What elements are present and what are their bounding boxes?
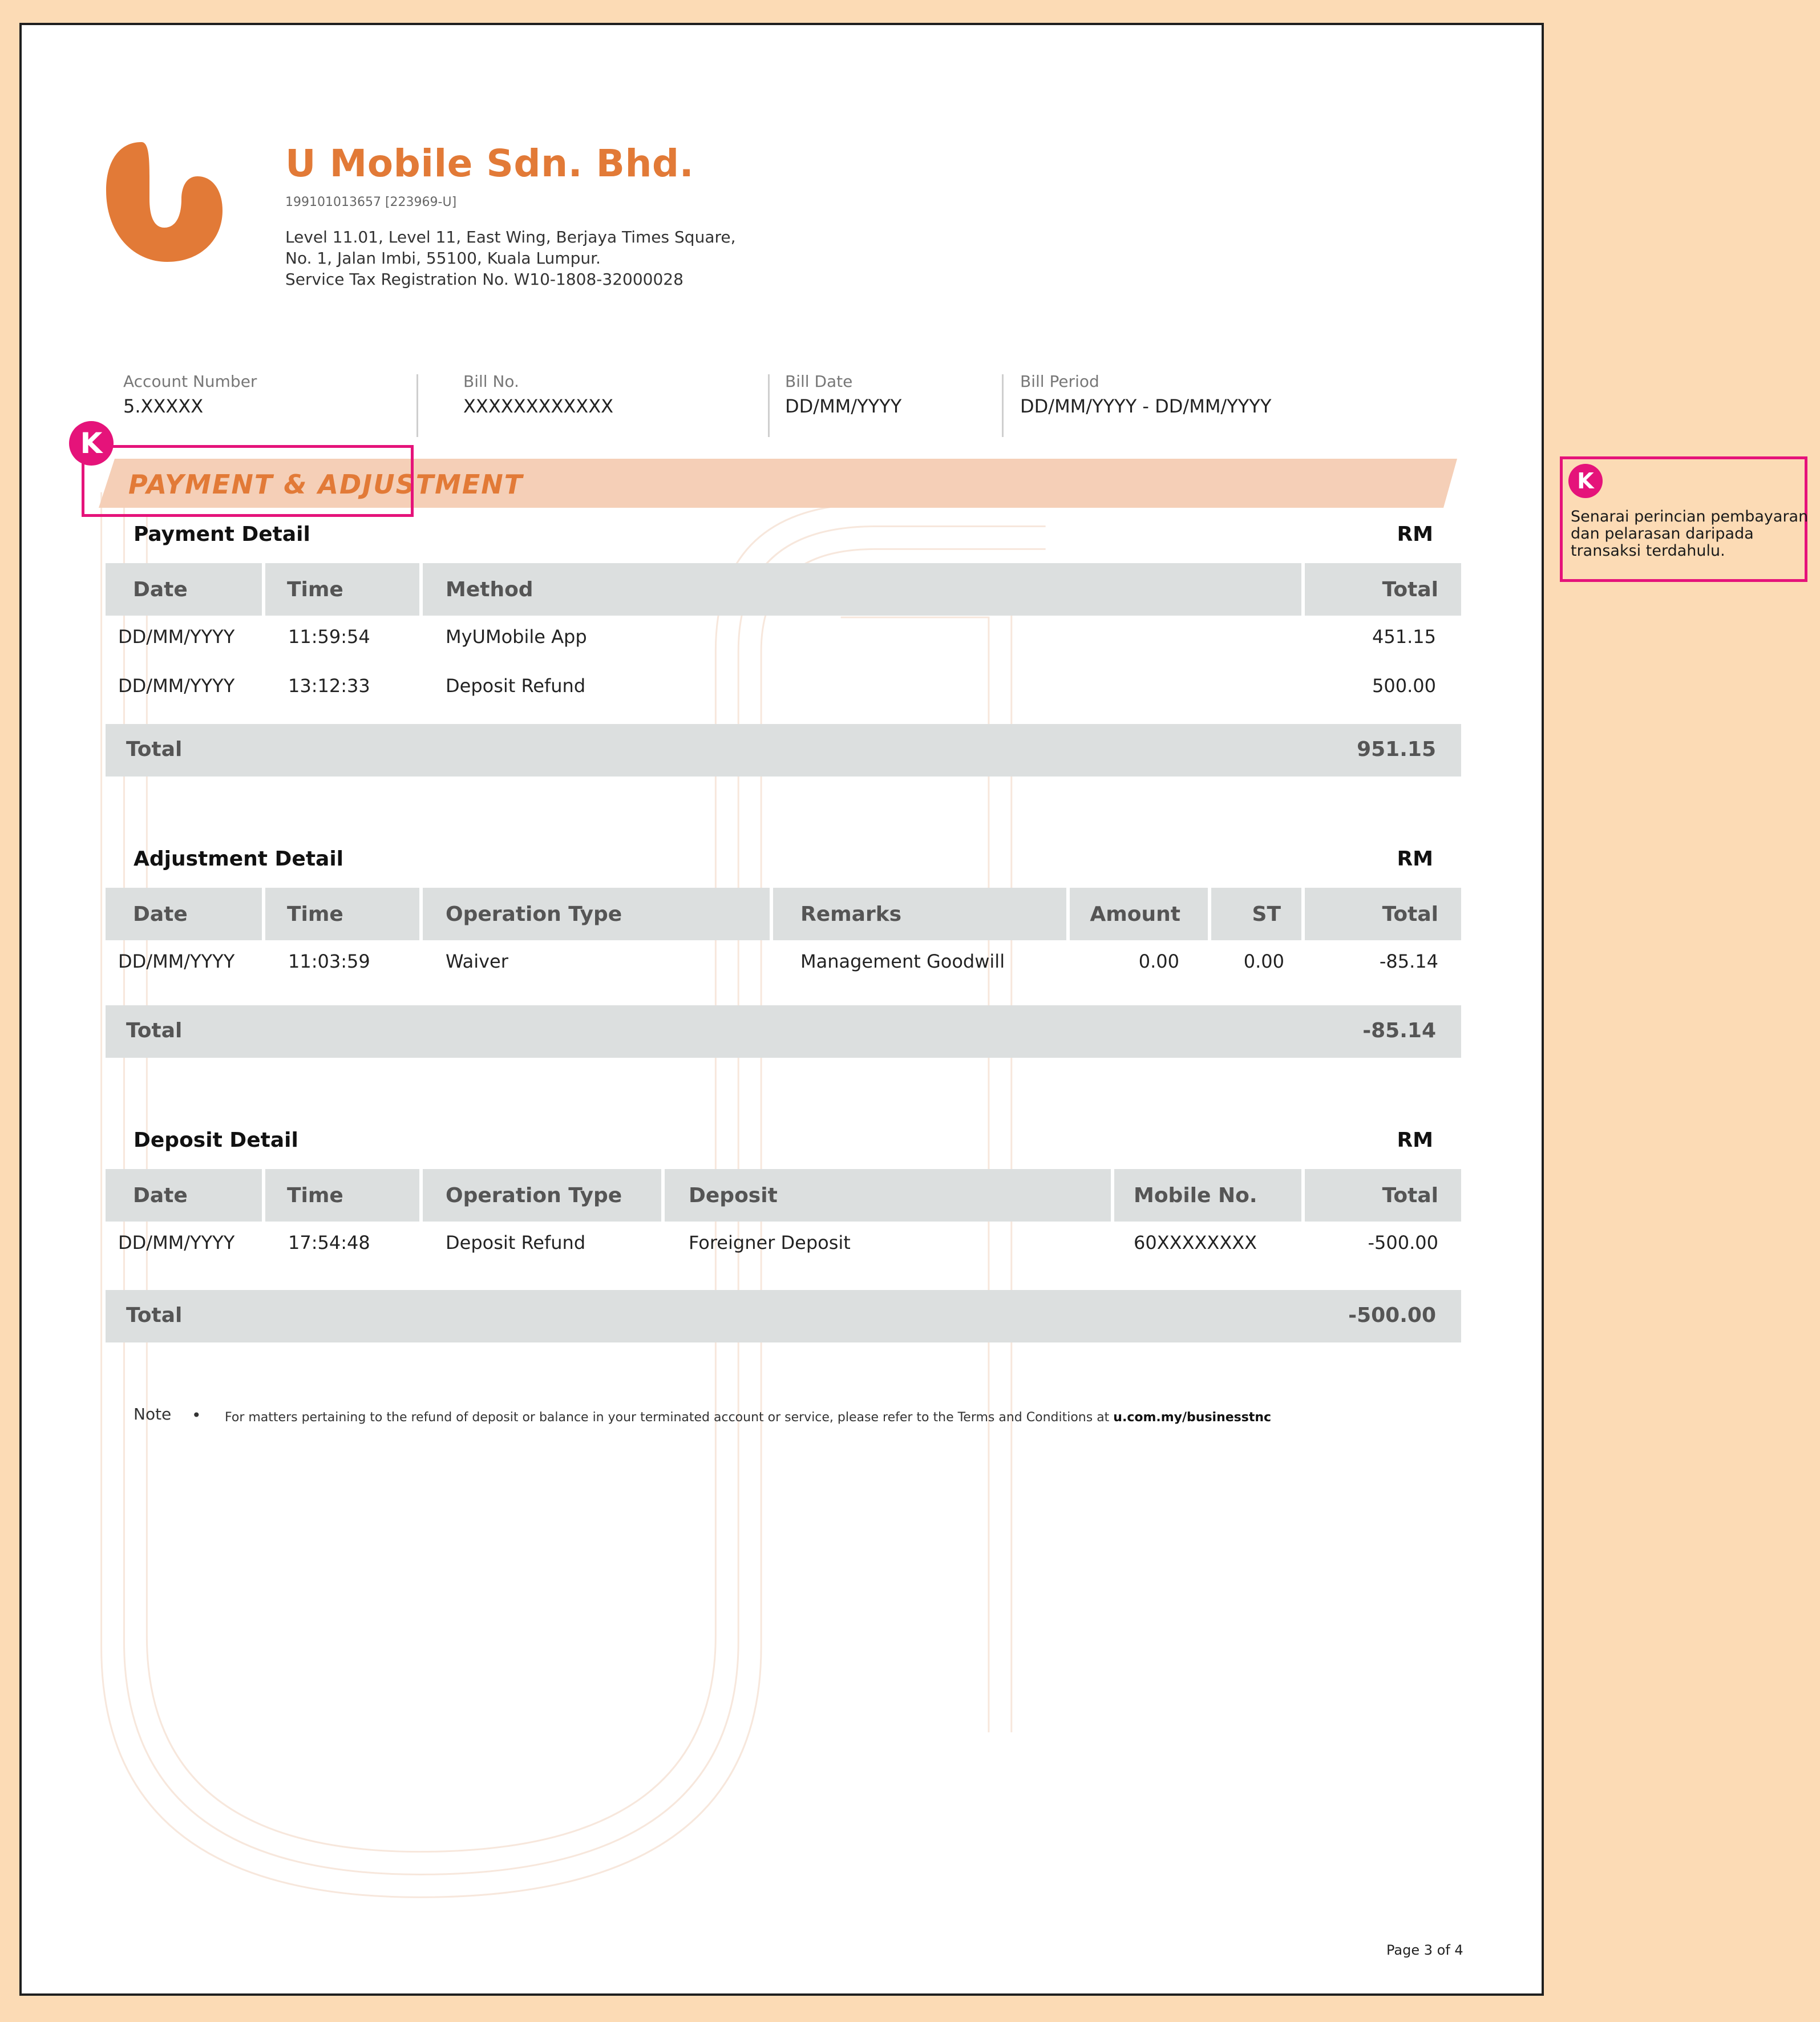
note-text (225, 1410, 1271, 1425)
account-number-value: 5.XXXXX (123, 395, 204, 417)
cell-time: 17:54:48 (288, 1232, 370, 1253)
note-bullet: • (192, 1406, 201, 1425)
header-date: Date (106, 563, 262, 616)
bill-date-label: Bill Date (785, 372, 853, 391)
cell-time: 13:12:33 (288, 675, 370, 697)
cell-method: Deposit Refund (446, 675, 586, 697)
header-date: Date (106, 1169, 262, 1222)
total-row (106, 1290, 1461, 1342)
table-header (106, 563, 1461, 616)
k-badge-icon: K (1568, 464, 1603, 498)
cell-mobile-no: 60XXXXXXXX (1134, 1232, 1257, 1253)
header-total: Total (1305, 1169, 1461, 1222)
k-badge-icon: K (69, 421, 114, 466)
header-time: Time (265, 563, 419, 616)
divider (416, 374, 418, 437)
cell-date: DD/MM/YYYY (118, 1232, 235, 1253)
payment-currency: RM (1397, 523, 1433, 546)
header-amount: Amount (1070, 888, 1208, 940)
total-value: 951.15 (1357, 738, 1436, 761)
adjustment-detail-title: Adjustment Detail (134, 847, 344, 871)
header-total: Total (1305, 563, 1461, 616)
bill-no-label: Bill No. (463, 372, 519, 391)
header-operation-type: Operation Type (423, 888, 770, 940)
section-title: PAYMENT & ADJUSTMENT (128, 469, 524, 500)
cell-operation-type: Waiver (446, 951, 508, 972)
total-value: -500.00 (1348, 1304, 1436, 1327)
header-date: Date (106, 888, 262, 940)
bill-period-value: DD/MM/YYYY - DD/MM/YYYY (1020, 395, 1272, 417)
cell-remarks: Management Goodwill (800, 951, 1005, 972)
address-line: No. 1, Jalan Imbi, 55100, Kuala Lumpur. (285, 249, 601, 268)
company-address (285, 227, 736, 290)
header-total: Total (1305, 888, 1461, 940)
total-label: Total (126, 738, 183, 761)
cell-time: 11:03:59 (288, 951, 370, 972)
company-block (285, 141, 736, 290)
terms-link[interactable]: u.com.my/businesstnc (1113, 1410, 1272, 1425)
table-header (106, 888, 1461, 940)
section-highlight-box (82, 445, 414, 517)
note-label: Note (134, 1405, 172, 1424)
total-label: Total (126, 1304, 183, 1327)
cell-total: -500.00 (1368, 1232, 1438, 1253)
account-summary-row (22, 350, 1542, 442)
tax-registration: Service Tax Registration No. W10-1808-32000028 (285, 270, 683, 289)
bill-page (19, 23, 1544, 1996)
total-value: -85.14 (1362, 1019, 1436, 1042)
cell-deposit: Foreigner Deposit (689, 1232, 851, 1253)
cell-amount: 0.00 (1138, 951, 1179, 972)
header-st: ST (1211, 888, 1301, 940)
account-number-label: Account Number (123, 372, 257, 391)
deposit-detail-title: Deposit Detail (134, 1129, 298, 1152)
header-time: Time (265, 888, 419, 940)
total-label: Total (126, 1019, 183, 1042)
bill-date-value: DD/MM/YYYY (785, 395, 902, 417)
bill-date-field (785, 372, 901, 417)
cell-date: DD/MM/YYYY (118, 951, 235, 972)
cell-total: -85.14 (1379, 951, 1438, 972)
header-remarks: Remarks (773, 888, 1066, 940)
header-method: Method (423, 563, 1301, 616)
note-body: For matters pertaining to the refund of deposit or balance in your terminated account or service, please refer to the Terms and Conditions at (225, 1410, 1114, 1425)
cell-date: DD/MM/YYYY (118, 675, 235, 697)
divider (1002, 374, 1004, 437)
cell-operation-type: Deposit Refund (446, 1232, 586, 1253)
account-number-field (123, 372, 257, 417)
header-deposit: Deposit (665, 1169, 1111, 1222)
cell-total: 500.00 (1372, 675, 1436, 697)
cell-time: 11:59:54 (288, 626, 370, 648)
total-row (106, 724, 1461, 777)
deposit-currency: RM (1397, 1129, 1433, 1152)
u-mobile-logo-icon (102, 136, 227, 268)
page-number: Page 3 of 4 (1386, 1942, 1463, 1958)
bill-period-label: Bill Period (1020, 372, 1099, 391)
header-time: Time (265, 1169, 419, 1222)
cell-total: 451.15 (1372, 626, 1436, 648)
annotation-callout (1560, 456, 1807, 582)
company-registration: 199101013657 [223969-U] (285, 195, 457, 209)
company-name: U Mobile Sdn. Bhd. (285, 141, 694, 185)
cell-date: DD/MM/YYYY (118, 626, 235, 648)
table-header (106, 1169, 1461, 1222)
address-line: Level 11.01, Level 11, East Wing, Berjaya Times Square, (285, 228, 736, 246)
header-mobile-no: Mobile No. (1114, 1169, 1301, 1222)
bill-no-field (463, 372, 613, 417)
total-row (106, 1005, 1461, 1058)
cell-st: 0.00 (1243, 951, 1284, 972)
bill-no-value: XXXXXXXXXXXX (463, 395, 614, 417)
adjustment-currency: RM (1397, 847, 1433, 871)
bill-period-field (1020, 372, 1271, 417)
callout-text: Senarai perincian pembayaran dan pelarasan daripada transaksi terdahulu. (1571, 508, 1809, 560)
divider (768, 374, 770, 437)
payment-detail-title: Payment Detail (134, 523, 310, 546)
header-operation-type: Operation Type (423, 1169, 661, 1222)
cell-method: MyUMobile App (446, 626, 587, 648)
